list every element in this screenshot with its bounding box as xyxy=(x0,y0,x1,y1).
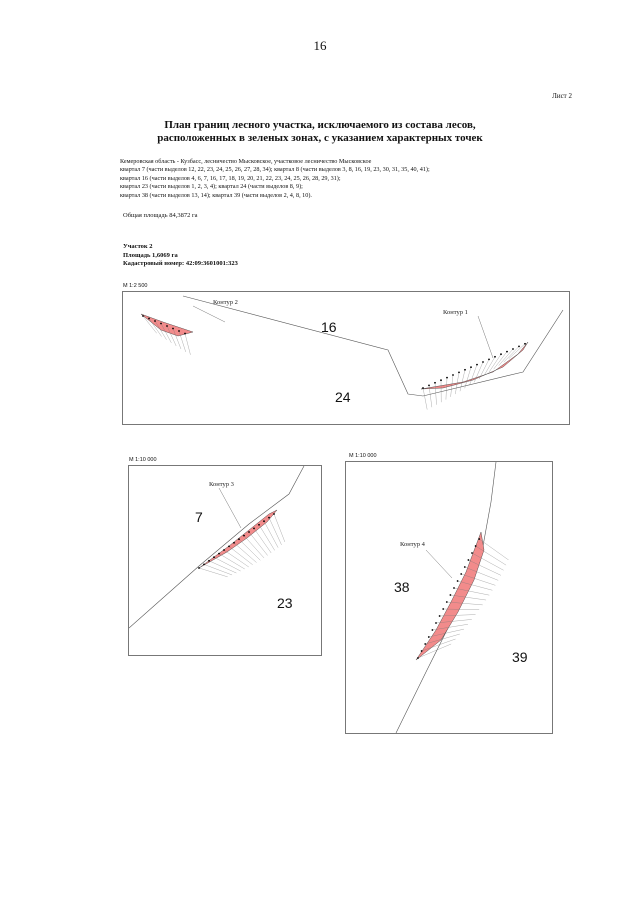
quarter-number: 7 xyxy=(195,509,203,525)
boundary-point xyxy=(442,608,444,610)
boundary-point xyxy=(428,636,430,638)
point-ray xyxy=(204,564,232,575)
boundary-point xyxy=(512,348,514,350)
page-title xyxy=(0,119,640,145)
title-line-2: расположенных в зеленых зонах, с указанием характерных точек xyxy=(157,132,483,144)
point-ray xyxy=(244,536,264,558)
boundary-point xyxy=(166,325,168,327)
point-ray xyxy=(435,383,437,405)
map1-frame xyxy=(122,291,570,425)
boundary-point xyxy=(258,524,260,526)
boundary-point xyxy=(154,320,156,322)
quarter-number: 23 xyxy=(277,595,293,611)
point-ray xyxy=(446,378,447,400)
point-ray xyxy=(209,561,236,573)
point-ray xyxy=(479,359,489,379)
boundary-point xyxy=(488,359,490,361)
point-ray xyxy=(269,518,282,545)
boundary-point xyxy=(178,330,180,332)
map3-frame xyxy=(345,461,553,734)
point-ray xyxy=(264,521,278,547)
boundary-point xyxy=(440,379,442,381)
boundary-point xyxy=(198,567,200,569)
boundary-point xyxy=(446,601,448,603)
boundary-point xyxy=(424,643,426,645)
boundary-point xyxy=(457,580,459,582)
boundary-point xyxy=(434,382,436,384)
boundary-point xyxy=(435,622,437,624)
boundary-point xyxy=(422,387,424,389)
boundary-point xyxy=(468,559,470,561)
boundary-point xyxy=(464,566,466,568)
boundary-point xyxy=(450,594,452,596)
boundary-point xyxy=(142,315,144,317)
boundary-point xyxy=(273,513,275,515)
boundary-point xyxy=(432,629,434,631)
plot-area: Площадь 1,6069 га xyxy=(123,251,178,259)
plot-name: Участок 2 xyxy=(123,243,153,250)
boundary-point xyxy=(494,356,496,358)
boundary-point xyxy=(524,343,526,345)
boundary-point xyxy=(518,346,520,348)
map1-scale: М 1:2 500 xyxy=(123,283,148,289)
quarter-number: 39 xyxy=(512,649,528,665)
description-line: квартал 23 (части выделов 1, 2, 3, 4); квартал 24 (части выделов 8, 9); xyxy=(120,183,303,191)
page-number: 16 xyxy=(313,38,327,53)
boundary-point xyxy=(233,542,235,544)
boundary-point xyxy=(470,366,472,368)
boundary-point xyxy=(417,657,419,659)
boundary-point xyxy=(248,531,250,533)
contour3-area xyxy=(199,510,277,568)
description-line: квартал 38 (части выделов 13, 14); квартал 39 (части выделов 2, 4, 8, 10). xyxy=(120,191,312,199)
boundary-point xyxy=(243,535,245,537)
boundary-point xyxy=(148,318,150,320)
title-line-1: План границ лесного участка, исключаемого из состава лесов, xyxy=(164,119,476,131)
map3-canvas xyxy=(346,462,552,733)
boundary-point xyxy=(213,556,215,558)
map1-quarter-boundary xyxy=(183,296,563,396)
description-line: Кемеровская область - Кузбасс, лесничество Мысковское, участковое лесничество Мысковское xyxy=(120,158,372,165)
point-ray xyxy=(460,370,465,391)
boundary-point xyxy=(428,385,430,387)
quarter-number: 16 xyxy=(321,319,337,335)
boundary-point xyxy=(238,538,240,540)
contour2-leader xyxy=(193,306,225,322)
location-description xyxy=(120,158,430,200)
boundary-point xyxy=(203,564,205,566)
boundary-point xyxy=(172,328,174,330)
map2-scale: М 1:10 000 xyxy=(129,457,157,463)
boundary-point xyxy=(223,549,225,551)
boundary-point xyxy=(476,364,478,366)
total-area: Общая площадь 84,3872 га xyxy=(123,212,198,219)
plot-info xyxy=(123,243,238,269)
boundary-point xyxy=(421,650,423,652)
quarter-number: 38 xyxy=(394,579,410,595)
boundary-point xyxy=(268,517,270,519)
map1-canvas xyxy=(123,292,569,424)
boundary-point xyxy=(253,528,255,530)
sheet-label: Лист 2 xyxy=(552,92,572,100)
point-ray xyxy=(423,388,427,410)
boundary-point xyxy=(218,553,220,555)
boundary-point xyxy=(184,333,186,335)
map2-frame xyxy=(128,465,322,656)
map3-scale: М 1:10 000 xyxy=(349,453,377,459)
boundary-point xyxy=(446,377,448,379)
boundary-point xyxy=(478,538,480,540)
map2-canvas xyxy=(129,466,321,655)
point-ray xyxy=(219,554,245,569)
point-ray xyxy=(185,334,190,355)
boundary-point xyxy=(506,351,508,353)
point-ray xyxy=(199,568,228,577)
description-line: квартал 7 (части выделов 12, 22, 23, 24, 25, 26, 27, 28, 34); квартал 8 (части выделов 3, 8, 16, 19, 23, 30, 31, 35, 40, 41); xyxy=(120,166,430,174)
map2-point-rays xyxy=(198,513,285,577)
contour3-label: Контур 3 xyxy=(209,481,234,488)
boundary-point xyxy=(464,369,466,371)
map3-quarter-boundary xyxy=(396,462,496,733)
contour1-leader xyxy=(478,316,493,358)
contour4-leader xyxy=(426,550,452,578)
boundary-point xyxy=(500,353,502,355)
boundary-point xyxy=(460,573,462,575)
boundary-point xyxy=(475,545,477,547)
point-ray xyxy=(474,362,483,382)
boundary-point xyxy=(208,560,210,562)
plot-cadastral: Кадастровый номер: 42:09:3601001:323 xyxy=(123,260,238,268)
boundary-point xyxy=(439,615,441,617)
contour3-leader xyxy=(219,488,241,528)
quarter-number: 24 xyxy=(335,389,351,405)
boundary-point xyxy=(453,587,455,589)
boundary-point xyxy=(160,323,162,325)
boundary-point xyxy=(452,374,454,376)
contour1-label: Контур 1 xyxy=(443,309,468,316)
description-line: квартал 16 (части выделов 4, 6, 7, 16, 17, 18, 19, 20, 21, 22, 23, 24, 25, 26, 28, 29, 31); xyxy=(120,174,341,182)
point-ray xyxy=(274,514,285,542)
contour2-label: Контур 2 xyxy=(213,299,238,306)
boundary-point xyxy=(263,520,265,522)
contour4-label: Контур 4 xyxy=(400,541,425,548)
boundary-point xyxy=(471,552,473,554)
boundary-point xyxy=(228,546,230,548)
boundary-point xyxy=(458,372,460,374)
boundary-point xyxy=(482,361,484,363)
